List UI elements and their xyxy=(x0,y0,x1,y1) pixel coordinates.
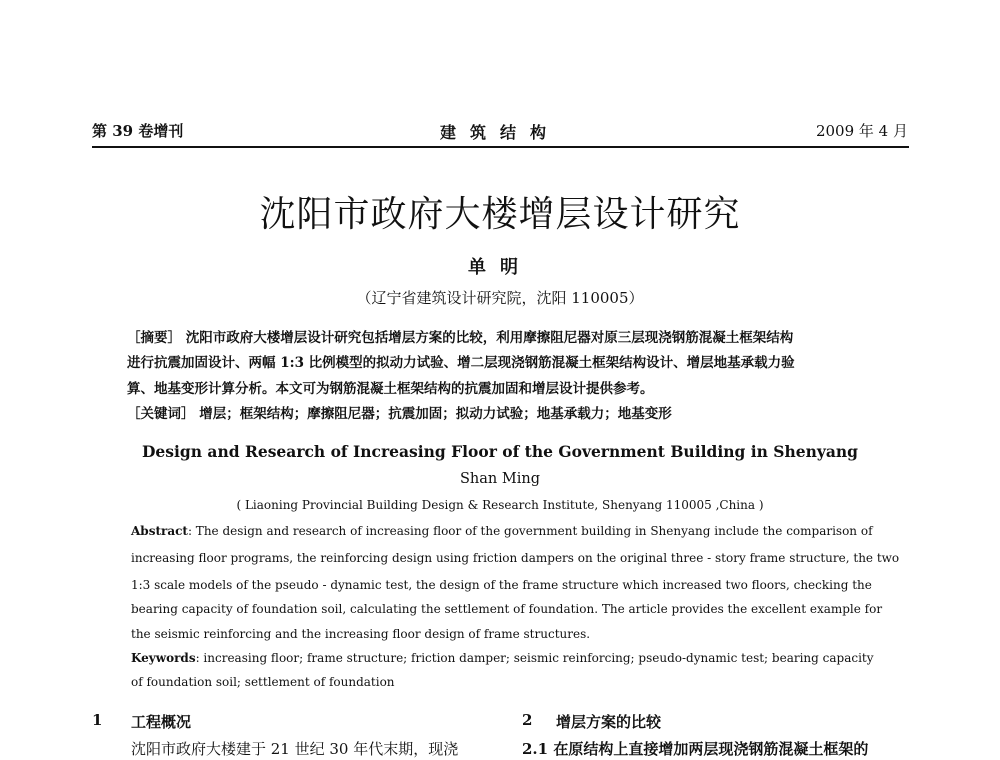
keywords-zh xyxy=(127,402,672,422)
subsection-2-1-heading: 2.1 在原结构上直接增加两层现浇钢筋混凝土框架的 xyxy=(522,740,869,758)
section-2-title: 增层方案的比较 xyxy=(556,713,662,731)
english-title: Design and Research of Increasing Floor of the Government Building in Shenyang xyxy=(141,442,859,461)
abstract-en-line-4: bearing capacity of foundation soil, calculating the settlement of foundation. The article provides the excellent example for xyxy=(131,602,883,616)
keywords-zh-label: ［关键词］ xyxy=(127,406,195,422)
keywords-en-line-1 xyxy=(131,651,874,665)
journal-volume: 第 39 卷增刊 xyxy=(92,122,184,140)
keywords-en-line-2: of foundation soil; settlement of foundation xyxy=(131,675,395,689)
section-1-number: 1 xyxy=(92,711,103,729)
journal-name: 建筑结构 xyxy=(439,123,560,142)
keywords-en-label: Keywords xyxy=(131,651,196,665)
abstract-zh-label: ［摘要］ xyxy=(127,330,181,346)
author-affiliation: （辽宁省建筑设计研究院，沈阳 110005） xyxy=(356,289,644,307)
english-affiliation: ( Liaoning Provincial Building Design & Research Institute, Shenyang 110005 ,China ) xyxy=(236,498,764,512)
abstract-zh-text-1: 沈阳市政府大楼增层设计研究包括增层方案的比较，利用摩擦阻尼器对原三层现浇钢筋混凝土框架结构 xyxy=(185,330,794,346)
abstract-en-line-2: increasing floor programs, the reinforcing design using friction dampers on the original three - story frame structure, the two xyxy=(131,551,900,565)
header-divider xyxy=(92,146,909,148)
abstract-en-line-3: 1:3 scale models of the pseudo - dynamic test, the design of the frame structure which increased two floors, checking the xyxy=(131,578,872,592)
keywords-en-text-1: : increasing floor; frame structure; friction damper; seismic reinforcing; pseudo-dynamic test; bearing capacity xyxy=(195,651,874,665)
english-author: Shan Ming xyxy=(460,471,540,487)
section-2-number: 2 xyxy=(522,711,533,729)
paper-author: 单明 xyxy=(468,257,532,278)
section-1-body: 沈阳市政府大楼建于 21 世纪 30 年代末期，现浇 xyxy=(131,740,459,758)
keywords-zh-text: 增层；框架结构；摩擦阻尼器；抗震加固；拟动力试验；地基承载力；地基变形 xyxy=(199,406,672,422)
abstract-en-label: Abstract xyxy=(131,524,188,538)
paper-title: 沈阳市政府大楼增层设计研究 xyxy=(259,194,741,235)
abstract-zh-line-3: 算、地基变形计算分析。本文可为钢筋混凝土框架结构的抗震加固和增层设计提供参考。 xyxy=(127,381,654,397)
abstract-en-line-5: the seismic reinforcing and the increasing floor design of frame structures. xyxy=(131,627,591,641)
abstract-en-line-1 xyxy=(131,524,873,538)
abstract-zh-line-2: 进行抗震加固设计、两幅 1:3 比例模型的拟动力试验、增二层现浇钢筋混凝土框架结构设计、增层地基承载力验 xyxy=(127,355,795,371)
abstract-zh-line-1 xyxy=(127,326,793,346)
abstract-en-text-1: : The design and research of increasing floor of the government building in Shenyang include the comparison of xyxy=(187,524,873,538)
section-1-title: 工程概况 xyxy=(131,713,192,731)
journal-date: 2009 年 4 月 xyxy=(815,122,908,140)
